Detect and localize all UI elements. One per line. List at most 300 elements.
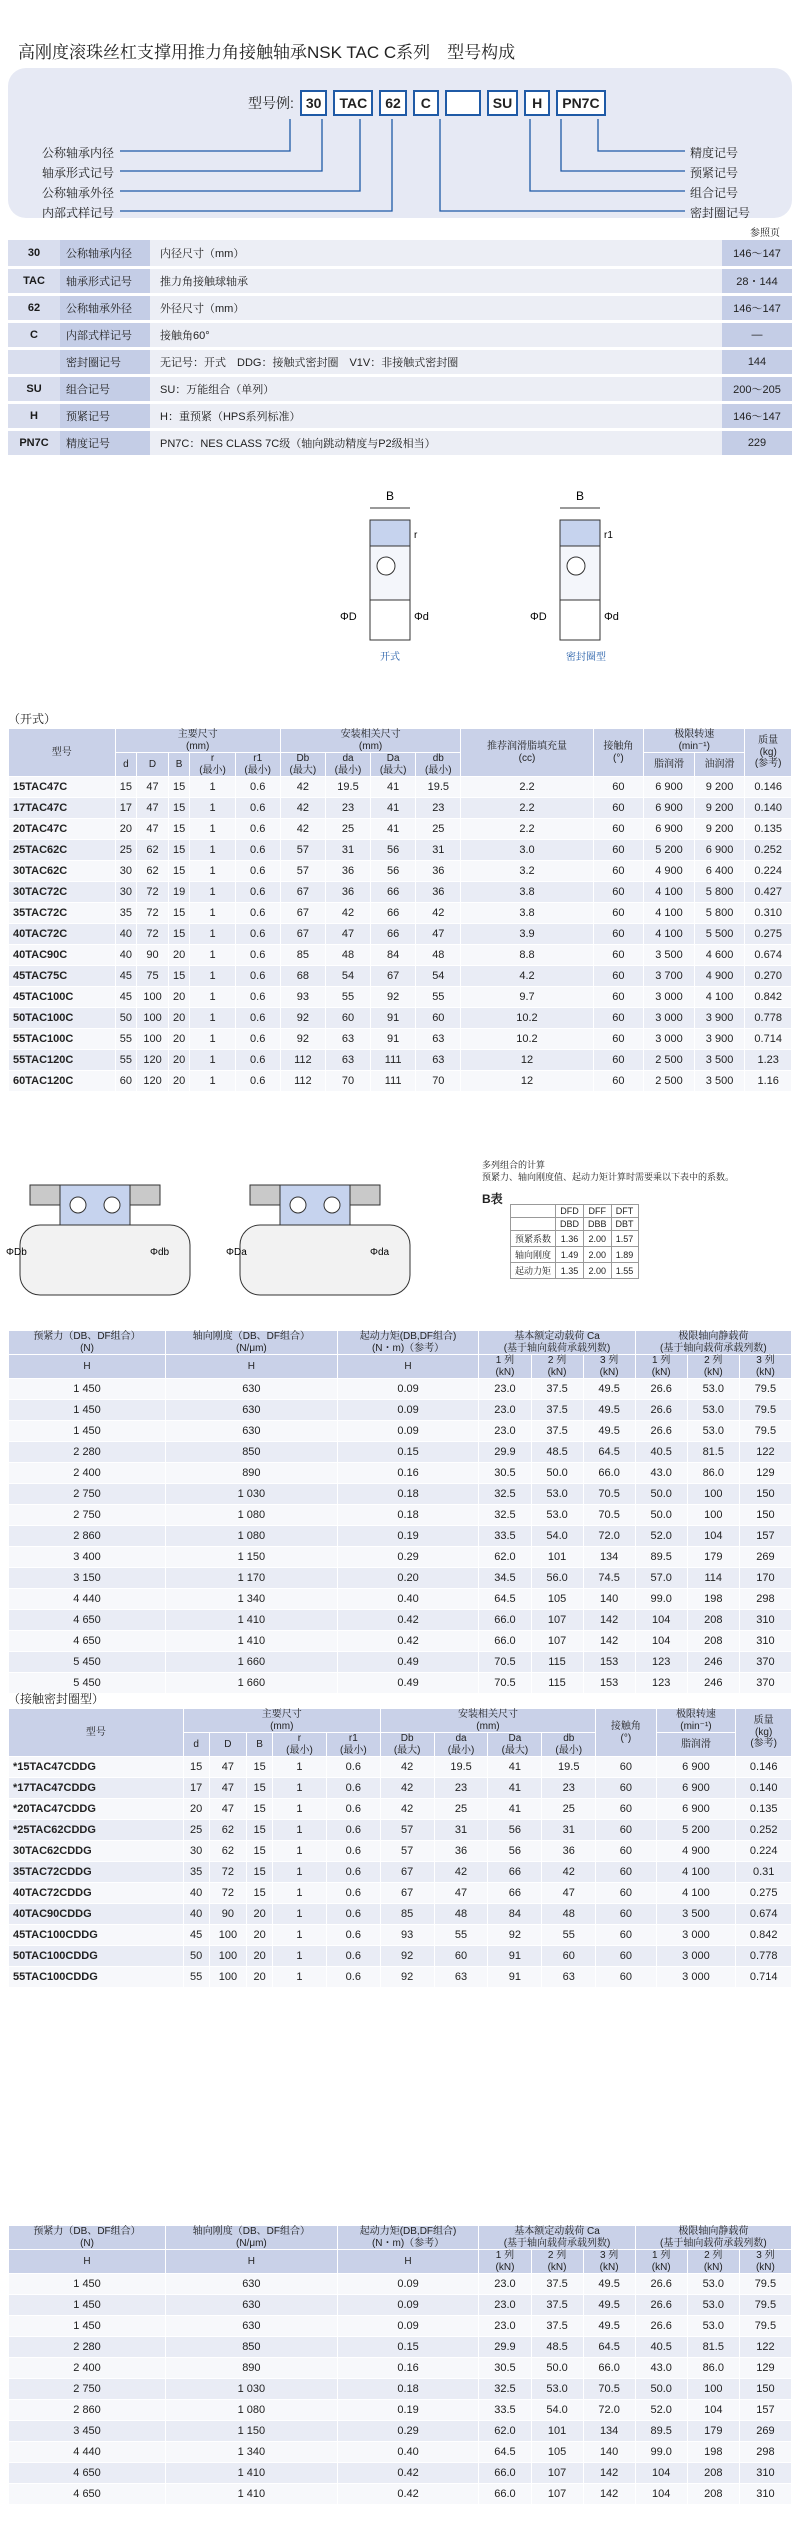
table-cell: 0.09 <box>337 2274 479 2295</box>
col-stat: 极限轴向静载荷 (基于轴向载荷承载列数) <box>635 2226 791 2250</box>
definition-name: 密封圈记号 <box>60 348 150 375</box>
col-install-dims: 安装相关尺寸 (mm) <box>280 729 461 753</box>
definition-desc: H：重预紧（HPS系列标准） <box>150 402 722 429</box>
model-cell: 55TAC120C <box>9 1050 116 1071</box>
table-cell: 0.674 <box>736 1904 792 1925</box>
table-cell: 37.5 <box>531 2274 583 2295</box>
model-cell: 55TAC100C <box>9 1029 116 1050</box>
table-cell: 0.49 <box>337 1673 479 1694</box>
table-cell: 29.9 <box>479 2337 531 2358</box>
table-cell: 55 <box>115 1050 137 1071</box>
table-cell: 60 <box>593 945 644 966</box>
table-cell: 45 <box>115 966 137 987</box>
table-cell: 91 <box>371 1008 416 1029</box>
table-row <box>9 1008 792 1029</box>
code-precision: PN7C <box>556 90 605 116</box>
table-cell: 55 <box>115 1029 137 1050</box>
table-cell: 42 <box>280 798 325 819</box>
table-cell: 4 100 <box>656 1862 736 1883</box>
table-cell: 4 100 <box>644 882 695 903</box>
definition-desc: 无记号：开式 DDG：接触式密封圈 V1V：非接触式密封圈 <box>150 348 722 375</box>
col-s1: 1 列 (kN) <box>635 1355 687 1379</box>
table-cell: 104 <box>635 1610 687 1631</box>
table-cell: 157 <box>739 1526 791 1547</box>
table-cell: 63 <box>542 1967 596 1988</box>
label-d-sealed: Φd <box>604 611 619 623</box>
col-H3: H <box>337 2250 479 2274</box>
table-cell: 105 <box>531 2442 583 2463</box>
table-cell: 55 <box>542 1925 596 1946</box>
table-cell: 41 <box>488 1778 542 1799</box>
table-cell: 60 <box>593 903 644 924</box>
col-d: d <box>183 1733 209 1757</box>
table-cell: 54 <box>416 966 461 987</box>
table-cell: 1 <box>273 1841 327 1862</box>
table-cell: 60 <box>596 1841 656 1862</box>
table-cell: 54.0 <box>531 2400 583 2421</box>
reference-page-header: 参照页 <box>750 228 780 239</box>
table-cell: 17 <box>115 798 137 819</box>
table-cell: 50.0 <box>635 2379 687 2400</box>
col-model: 型号 <box>9 1709 184 1757</box>
table-cell: 53.0 <box>687 2274 739 2295</box>
col-grease-lub: 脂润滑 <box>644 753 695 777</box>
table-cell: 60 <box>325 1008 370 1029</box>
table-cell: 100 <box>137 987 169 1008</box>
table-cell: 0.6 <box>235 987 280 1008</box>
definition-name: 公称轴承外径 <box>60 294 150 321</box>
table-cell: 150 <box>739 1505 791 1526</box>
col-stiffness: 轴向刚度（DB、DF组合） (N/μm) <box>166 1331 338 1355</box>
definition-desc: 推力角接触球轴承 <box>150 267 722 294</box>
table-cell: 5 450 <box>9 1652 166 1673</box>
table-cell: 0.714 <box>736 1967 792 1988</box>
table-cell: 66.0 <box>479 1610 531 1631</box>
table-cell: 0.6 <box>235 861 280 882</box>
table-cell: 92 <box>488 1925 542 1946</box>
col-db: db (最小) <box>542 1733 596 1757</box>
table-cell: 100 <box>687 1484 739 1505</box>
table-cell: 100 <box>687 2379 739 2400</box>
btable-cell: 1.36 <box>556 1231 584 1247</box>
table-cell: 0.6 <box>235 840 280 861</box>
col-s3: 3 列 (kN) <box>739 2250 791 2274</box>
table-cell: 48.5 <box>531 1442 583 1463</box>
table-cell: 63 <box>325 1050 370 1071</box>
table-row <box>9 1589 792 1610</box>
table-cell: 37.5 <box>531 2295 583 2316</box>
table-cell: 20 <box>247 1904 273 1925</box>
table-cell: 6 900 <box>656 1799 736 1820</box>
col-preload: 预紧力（DB、DF组合） (N) <box>9 2226 166 2250</box>
table-row <box>9 987 792 1008</box>
table-cell: 70.5 <box>583 1505 635 1526</box>
label-sealed-type: 密封圈型 <box>566 652 606 663</box>
definition-desc: PN7C：NES CLASS 7C级（轴向跳动精度与P2级相当） <box>150 429 722 456</box>
table-cell: 0.42 <box>337 2463 479 2484</box>
table-cell: 0.40 <box>337 2442 479 2463</box>
table-cell: 29.9 <box>479 1442 531 1463</box>
table-cell: 47 <box>209 1778 247 1799</box>
table-cell: 56 <box>488 1820 542 1841</box>
table-cell: 62 <box>209 1841 247 1862</box>
table-cell: 70 <box>325 1071 370 1092</box>
table-cell: 23.0 <box>479 1379 531 1400</box>
table-cell: 40.5 <box>635 1442 687 1463</box>
table-cell: 1 030 <box>166 1484 338 1505</box>
table-cell: 1 <box>190 819 235 840</box>
col-mass: 质量 (kg) (参考) <box>736 1709 792 1757</box>
col-speed: 极限转速 (min⁻¹) <box>656 1709 736 1733</box>
table-cell: 60 <box>596 1862 656 1883</box>
table-cell: 2.2 <box>461 777 593 798</box>
table-cell: 2 500 <box>644 1050 695 1071</box>
table-cell: 55 <box>183 1967 209 1988</box>
table-cell: 0.6 <box>235 1008 280 1029</box>
table-cell: 0.18 <box>337 2379 479 2400</box>
table-cell: 66.0 <box>479 2463 531 2484</box>
table-cell: 0.427 <box>745 882 792 903</box>
model-cell: 20TAC47C <box>9 819 116 840</box>
table-cell: 0.146 <box>745 777 792 798</box>
table-cell: 0.19 <box>337 1526 479 1547</box>
definition-name: 组合记号 <box>60 375 150 402</box>
table-cell: 114 <box>687 1568 739 1589</box>
table-cell: 1.23 <box>745 1050 792 1071</box>
table-cell: 3 500 <box>694 1071 745 1092</box>
table-cell: 4 650 <box>9 1610 166 1631</box>
table-cell: 1 080 <box>166 1505 338 1526</box>
table-cell: 79.5 <box>739 2274 791 2295</box>
table-cell: 208 <box>687 1631 739 1652</box>
table-cell: 37.5 <box>531 1400 583 1421</box>
table-cell: 140 <box>583 2442 635 2463</box>
table-cell: 3 900 <box>694 1029 745 1050</box>
table-cell: 4 650 <box>9 1631 166 1652</box>
table-cell: 66 <box>371 882 416 903</box>
table-cell: 53.0 <box>531 2379 583 2400</box>
table-cell: 142 <box>583 2484 635 2505</box>
table-cell: 0.6 <box>326 1799 380 1820</box>
label-d-open: Φd <box>414 611 429 623</box>
table-cell: 60 <box>596 1967 656 1988</box>
table-cell: 30.5 <box>479 1463 531 1484</box>
table-cell: 60 <box>596 1799 656 1820</box>
table-cell: 3 000 <box>644 1008 695 1029</box>
table-cell: 85 <box>280 945 325 966</box>
table-cell: 1 450 <box>9 2316 166 2337</box>
table-cell: 26.6 <box>635 2295 687 2316</box>
table-cell: 0.19 <box>337 2400 479 2421</box>
definition-code: 62 <box>8 294 60 321</box>
table-cell: 66.0 <box>583 1463 635 1484</box>
col-H2: H <box>166 2250 338 2274</box>
mounting-diagram <box>0 1145 480 1315</box>
col-s2: 2 列 (kN) <box>687 1355 739 1379</box>
table-cell: 0.6 <box>326 1946 380 1967</box>
col-B: B <box>247 1733 273 1757</box>
table-cell: 47 <box>434 1883 488 1904</box>
col-c3: 3 列 (kN) <box>583 2250 635 2274</box>
table-cell: 104 <box>687 2400 739 2421</box>
table-cell: 53.0 <box>531 1505 583 1526</box>
table-cell: 31 <box>325 840 370 861</box>
table-cell: 15 <box>247 1841 273 1862</box>
table-cell: 104 <box>635 1631 687 1652</box>
table-cell: 0.6 <box>235 882 280 903</box>
table-cell: 2 750 <box>9 1505 166 1526</box>
table-cell: 3.8 <box>461 903 593 924</box>
col-grease: 推荐润滑脂填充量 (cc) <box>461 729 593 777</box>
label-B-open: B <box>386 489 395 503</box>
table-cell: 72 <box>137 903 169 924</box>
table-cell: 101 <box>531 2421 583 2442</box>
table-cell: 20 <box>168 1008 190 1029</box>
table-cell: 0.42 <box>337 1631 479 1652</box>
table-cell: 19.5 <box>325 777 370 798</box>
table-cell: 42 <box>380 1757 434 1778</box>
table-row <box>9 2484 792 2505</box>
table-row <box>9 2421 792 2442</box>
definition-row <box>8 294 792 321</box>
table-cell: 23.0 <box>479 2316 531 2337</box>
table-cell: 3.0 <box>461 840 593 861</box>
table-cell: 53.0 <box>687 2295 739 2316</box>
col-db: db (最小) <box>416 753 461 777</box>
table-cell: 15 <box>247 1757 273 1778</box>
table-cell: 0.252 <box>745 840 792 861</box>
col-stiffness: 轴向刚度（DB、DF组合） (N/μm) <box>166 2226 338 2250</box>
table-cell: 15 <box>247 1799 273 1820</box>
table-cell: 23 <box>434 1778 488 1799</box>
col-dyn: 基本额定动载荷 Ca (基于轴向载荷承载列数) <box>479 2226 635 2250</box>
table-cell: 4 900 <box>694 966 745 987</box>
definition-desc: 内径尺寸（mm） <box>150 240 722 267</box>
definition-code: H <box>8 402 60 429</box>
btable-cell: 轴向刚度 <box>511 1247 556 1263</box>
table-cell: 0.09 <box>337 2316 479 2337</box>
table-row <box>9 882 792 903</box>
table-cell: 129 <box>739 2358 791 2379</box>
col-H: H <box>9 1355 166 1379</box>
table-cell: 850 <box>166 1442 338 1463</box>
table-row <box>9 861 792 882</box>
table-cell: 112 <box>280 1050 325 1071</box>
table-cell: 100 <box>209 1967 247 1988</box>
table-cell: 26.6 <box>635 1379 687 1400</box>
table-cell: 70.5 <box>479 1652 531 1673</box>
table-cell: 50.0 <box>531 2358 583 2379</box>
btable-cell: 2.00 <box>584 1247 612 1263</box>
table-cell: 4.2 <box>461 966 593 987</box>
table-cell: 72.0 <box>583 1526 635 1547</box>
table-cell: 25 <box>115 840 137 861</box>
table-cell: 62.0 <box>479 2421 531 2442</box>
btable-header: DFD <box>556 1205 584 1218</box>
table-cell: 36 <box>542 1841 596 1862</box>
table-cell: 100 <box>687 1505 739 1526</box>
table-cell: 0.842 <box>736 1925 792 1946</box>
table-cell: 49.5 <box>583 1400 635 1421</box>
table-cell: 47 <box>325 924 370 945</box>
definition-page: 229 <box>722 429 792 456</box>
table-cell: 1 450 <box>9 2274 166 2295</box>
table-row <box>9 1400 792 1421</box>
table-cell: 92 <box>280 1029 325 1050</box>
table-cell: 42 <box>325 903 370 924</box>
model-cell: 25TAC62C <box>9 840 116 861</box>
table-cell: 57 <box>380 1841 434 1862</box>
table-cell: 1 <box>273 1820 327 1841</box>
model-cell: *25TAC62CDDG <box>9 1820 184 1841</box>
table-cell: 1 340 <box>166 1589 338 1610</box>
table-cell: 310 <box>739 2484 791 2505</box>
table-cell: 100 <box>137 1008 169 1029</box>
col-r1: r1 (最小) <box>235 753 280 777</box>
col-c1: 1 列 (kN) <box>479 2250 531 2274</box>
btable-cell: 2.00 <box>584 1263 612 1279</box>
table-cell: 37.5 <box>531 2316 583 2337</box>
table-cell: 81.5 <box>687 1442 739 1463</box>
table-cell: 60 <box>593 777 644 798</box>
definition-page: 146～147 <box>722 294 792 321</box>
table-cell: 111 <box>371 1071 416 1092</box>
table-cell: 15 <box>168 966 190 987</box>
table-cell: 134 <box>583 1547 635 1568</box>
table-cell: 6 900 <box>644 798 695 819</box>
table-cell: 40 <box>183 1883 209 1904</box>
table-cell: 60 <box>596 1883 656 1904</box>
table-cell: 55 <box>416 987 461 1008</box>
table-cell: 49.5 <box>583 2274 635 2295</box>
table-cell: 2 750 <box>9 1484 166 1505</box>
table-cell: 36 <box>416 861 461 882</box>
table-cell: 26.6 <box>635 1421 687 1442</box>
bearing-cross-section-diagram <box>0 480 800 720</box>
table-cell: 2 860 <box>9 1526 166 1547</box>
table-cell: 53.0 <box>687 1400 739 1421</box>
table-cell: 42 <box>280 819 325 840</box>
table-cell: 2 750 <box>9 2379 166 2400</box>
table-cell: 52.0 <box>635 2400 687 2421</box>
table-cell: 6 900 <box>644 777 695 798</box>
table-cell: 41 <box>371 798 416 819</box>
table-cell: 6 900 <box>644 819 695 840</box>
table-row <box>9 1673 792 1694</box>
table-cell: 60 <box>596 1778 656 1799</box>
table-cell: 1 080 <box>166 1526 338 1547</box>
table-cell: 5 450 <box>9 1673 166 1694</box>
table-cell: 1 410 <box>166 2484 338 2505</box>
table-row <box>9 1442 792 1463</box>
table-cell: 53.0 <box>687 1379 739 1400</box>
open-spec-table <box>8 728 792 1092</box>
table-cell: 25 <box>416 819 461 840</box>
table-cell: 70.5 <box>583 1484 635 1505</box>
table-cell: 208 <box>687 1610 739 1631</box>
table-cell: 0.6 <box>326 1778 380 1799</box>
table-cell: 23 <box>325 798 370 819</box>
label-type: 轴承形式记号 <box>42 166 115 180</box>
table-cell: 12 <box>461 1071 593 1092</box>
model-cell: *20TAC47CDDG <box>9 1799 184 1820</box>
b-coefficient-table <box>510 1204 639 1279</box>
table-cell: 630 <box>166 2316 338 2337</box>
table-cell: 92 <box>280 1008 325 1029</box>
col-install-dims: 安装相关尺寸 (mm) <box>380 1709 595 1733</box>
table-cell: 34.5 <box>479 1568 531 1589</box>
table-cell: 54.0 <box>531 1526 583 1547</box>
col-r: r (最小) <box>273 1733 327 1757</box>
table-cell: 25 <box>183 1820 209 1841</box>
col-H3: H <box>337 1355 479 1379</box>
table-row <box>9 1526 792 1547</box>
table-cell: 81.5 <box>687 2337 739 2358</box>
example-label: 型号例: <box>248 95 294 111</box>
definition-table <box>8 240 792 458</box>
table-cell: 3.2 <box>461 861 593 882</box>
table-cell: 3 000 <box>644 987 695 1008</box>
table-cell: 115 <box>531 1673 583 1694</box>
table-cell: 23.0 <box>479 1400 531 1421</box>
table-cell: 36 <box>325 861 370 882</box>
table-row <box>9 1904 792 1925</box>
label-precision: 精度记号 <box>690 146 739 160</box>
table-cell: 60 <box>593 966 644 987</box>
table-cell: 3 000 <box>656 1946 736 1967</box>
table-row <box>9 945 792 966</box>
table-cell: 57 <box>280 861 325 882</box>
table-cell: 9.7 <box>461 987 593 1008</box>
table-cell: 1 <box>190 1029 235 1050</box>
table-cell: 60 <box>596 1946 656 1967</box>
table-cell: 0.6 <box>326 1925 380 1946</box>
table-cell: 23.0 <box>479 1421 531 1442</box>
table-cell: 0.135 <box>736 1799 792 1820</box>
label-Da: ΦDa <box>226 1247 247 1258</box>
code-type: TAC <box>333 90 373 116</box>
table-cell: 1 <box>190 798 235 819</box>
code-internal: C <box>413 90 439 116</box>
model-cell: *17TAC47CDDG <box>9 1778 184 1799</box>
table-cell: 115 <box>531 1652 583 1673</box>
model-cell: *15TAC47CDDG <box>9 1757 184 1778</box>
table-cell: 32.5 <box>479 2379 531 2400</box>
table-cell: 123 <box>635 1652 687 1673</box>
table-cell: 0.146 <box>736 1757 792 1778</box>
table-cell: 1 <box>190 882 235 903</box>
table-cell: 79.5 <box>739 2316 791 2337</box>
table-cell: 86.0 <box>687 1463 739 1484</box>
table-cell: 37.5 <box>531 1421 583 1442</box>
table-cell: 15 <box>168 777 190 798</box>
code-arrangement: SU <box>487 90 518 116</box>
table-cell: 0.6 <box>326 1862 380 1883</box>
model-cell: 50TAC100CDDG <box>9 1946 184 1967</box>
table-cell: 47 <box>542 1883 596 1904</box>
table-cell: 1 <box>190 777 235 798</box>
table-cell: 40.5 <box>635 2337 687 2358</box>
table-cell: 5 800 <box>694 882 745 903</box>
table-row <box>9 1610 792 1631</box>
table-cell: 60 <box>593 1050 644 1071</box>
table-cell: 57 <box>380 1820 434 1841</box>
table-cell: 66 <box>371 924 416 945</box>
table-row <box>9 2316 792 2337</box>
col-da: da (最小) <box>325 753 370 777</box>
btable-header: DFT <box>611 1205 638 1218</box>
table-cell: 50 <box>183 1946 209 1967</box>
